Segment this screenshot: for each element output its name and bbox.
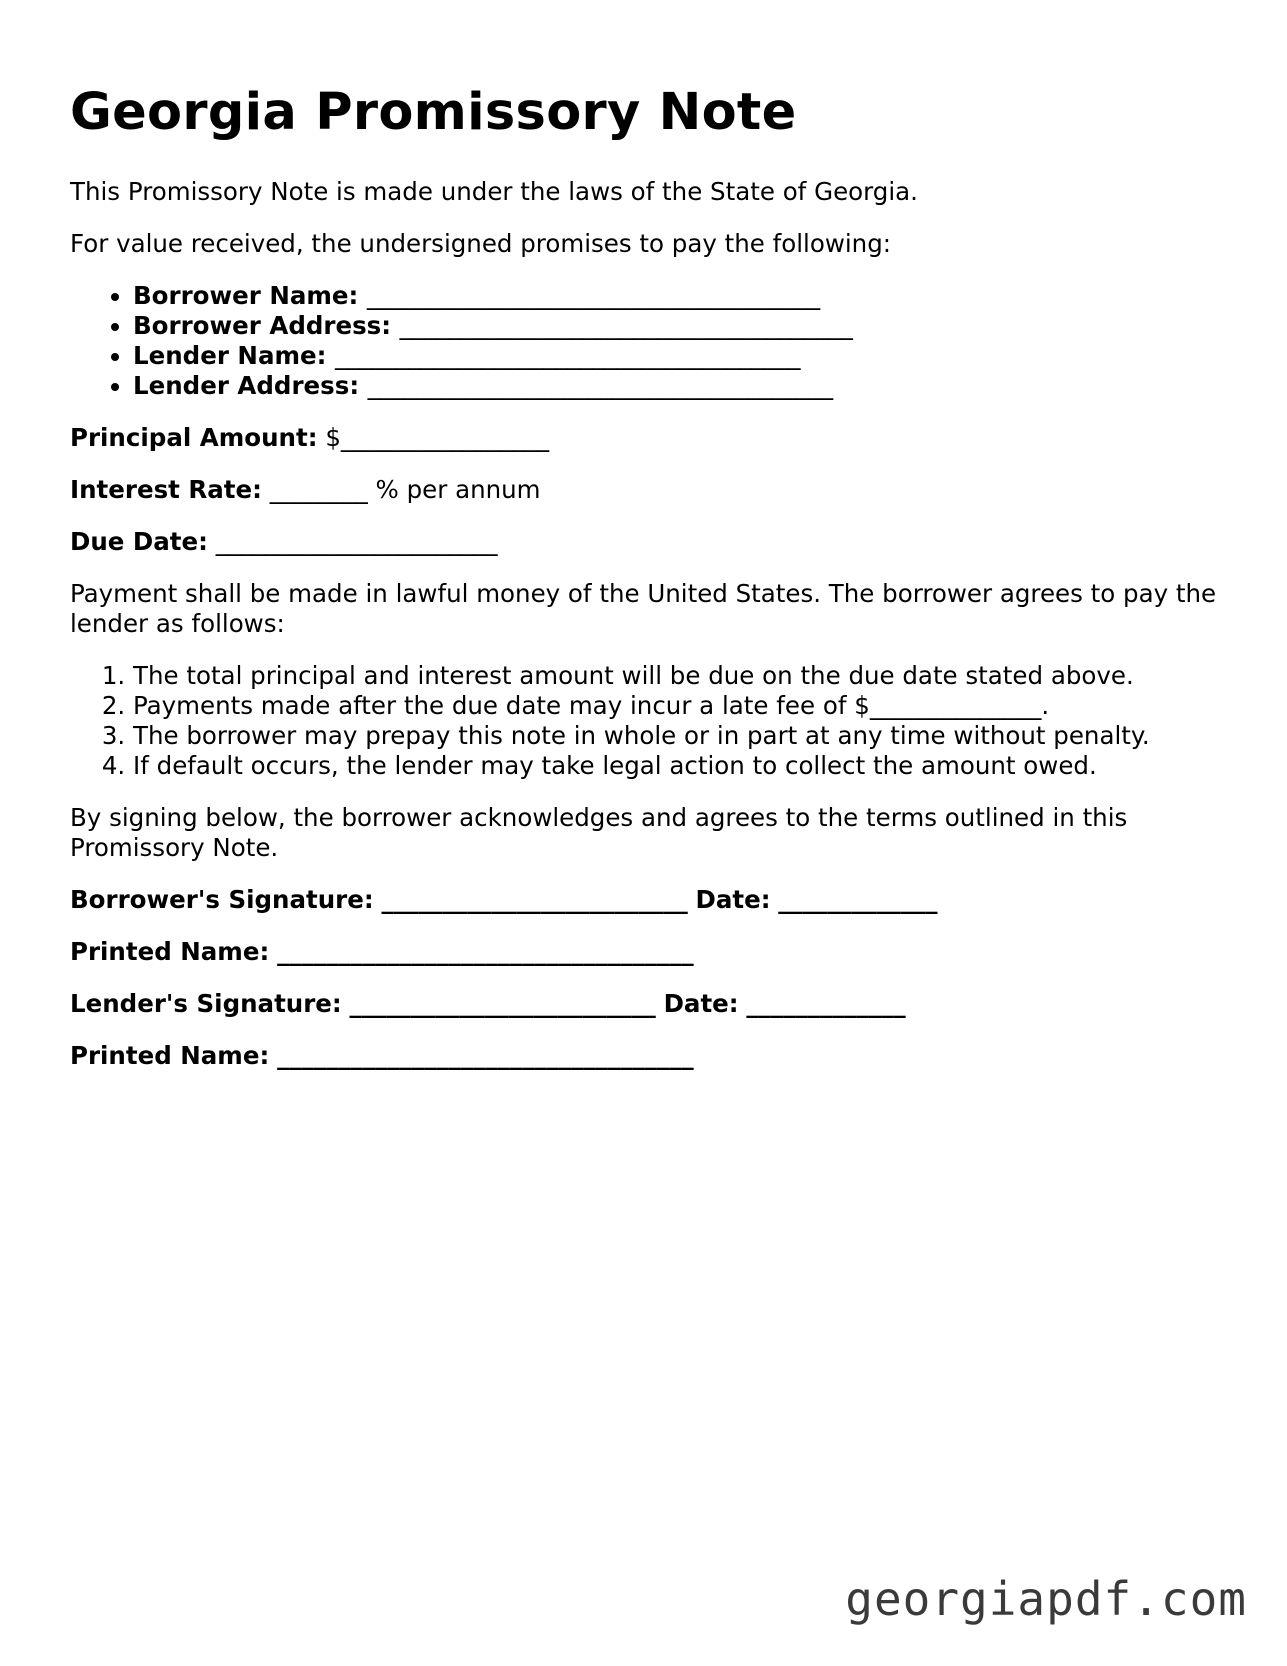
acknowledgement-text: By signing below, the borrower acknowledges and agrees to the terms outlined in this Promissory Note. [70, 803, 1128, 863]
due-date-line [70, 527, 1220, 557]
borrower-printed-name-field[interactable]: __________________________________ [277, 937, 694, 967]
borrower-signature-field[interactable]: _________________________ [381, 885, 688, 915]
lender-name-label: Lender Name: [133, 341, 327, 371]
intro-text: This Promissory Note is made under the laws of the State of Georgia. [70, 177, 918, 207]
borrower-printed-name-label: Printed Name: [70, 937, 270, 967]
principal-line [70, 423, 1220, 453]
borrower-address-label: Borrower Address: [133, 311, 392, 341]
borrower-name-field[interactable]: _____________________________________ [366, 281, 821, 311]
parties-list [70, 281, 1220, 401]
lender-date-label: Date: [663, 989, 739, 1019]
lender-address-field[interactable]: ______________________________________ [367, 371, 834, 401]
promise-text: For value received, the undersigned promises to pay the following: [70, 229, 892, 259]
lender-printed-name-label: Printed Name: [70, 1041, 270, 1071]
borrower-signature-line [70, 885, 1220, 915]
payment-text: Payment shall be made in lawful money of the United States. The borrower agrees to pay the lender as follows: [70, 579, 1217, 639]
list-item: 4. If default occurs, the lender may take legal action to collect the amount owed. [133, 751, 1220, 781]
document-page [70, 82, 1220, 1093]
due-date-field[interactable]: _______________________ [215, 527, 498, 557]
principal-label: Principal Amount: [70, 423, 318, 453]
lender-printed-name-field[interactable]: __________________________________ [277, 1041, 694, 1071]
lender-printed-name-line [70, 1041, 1220, 1071]
borrower-printed-name-line [70, 937, 1220, 967]
list-item [133, 281, 1220, 311]
borrower-name-label: Borrower Name: [133, 281, 359, 311]
borrower-date-label: Date: [695, 885, 771, 915]
document-title: Georgia Promissory Note [70, 83, 797, 142]
list-item [133, 341, 1220, 371]
borrower-signature-label: Borrower's Signature: [70, 885, 374, 915]
interest-suffix: % per annum [375, 475, 541, 505]
interest-field[interactable]: ________ [269, 475, 368, 505]
principal-field[interactable]: $_________________ [325, 423, 550, 453]
interest-line [70, 475, 1220, 505]
lender-signature-field[interactable]: _________________________ [349, 989, 656, 1019]
borrower-address-field[interactable]: _____________________________________ [399, 311, 853, 341]
list-item [133, 311, 1220, 341]
interest-label: Interest Rate: [70, 475, 262, 505]
list-item: 3. The borrower may prepay this note in whole or in part at any time without penalty. [133, 721, 1220, 751]
lender-signature-line [70, 989, 1220, 1019]
list-item [133, 371, 1220, 401]
list-item: 1. The total principal and interest amount will be due on the due date stated above. [133, 661, 1220, 691]
lender-date-field[interactable]: _____________ [746, 989, 906, 1019]
lender-address-label: Lender Address: [133, 371, 360, 401]
terms-list [70, 661, 1220, 781]
due-date-label: Due Date: [70, 527, 208, 557]
list-item: 2. Payments made after the due date may incur a late fee of $______________. [133, 691, 1220, 721]
lender-signature-label: Lender's Signature: [70, 989, 342, 1019]
borrower-date-field[interactable]: _____________ [778, 885, 938, 915]
site-watermark: georgiapdf.com [845, 1572, 1247, 1626]
lender-name-field[interactable]: ______________________________________ [334, 341, 801, 371]
